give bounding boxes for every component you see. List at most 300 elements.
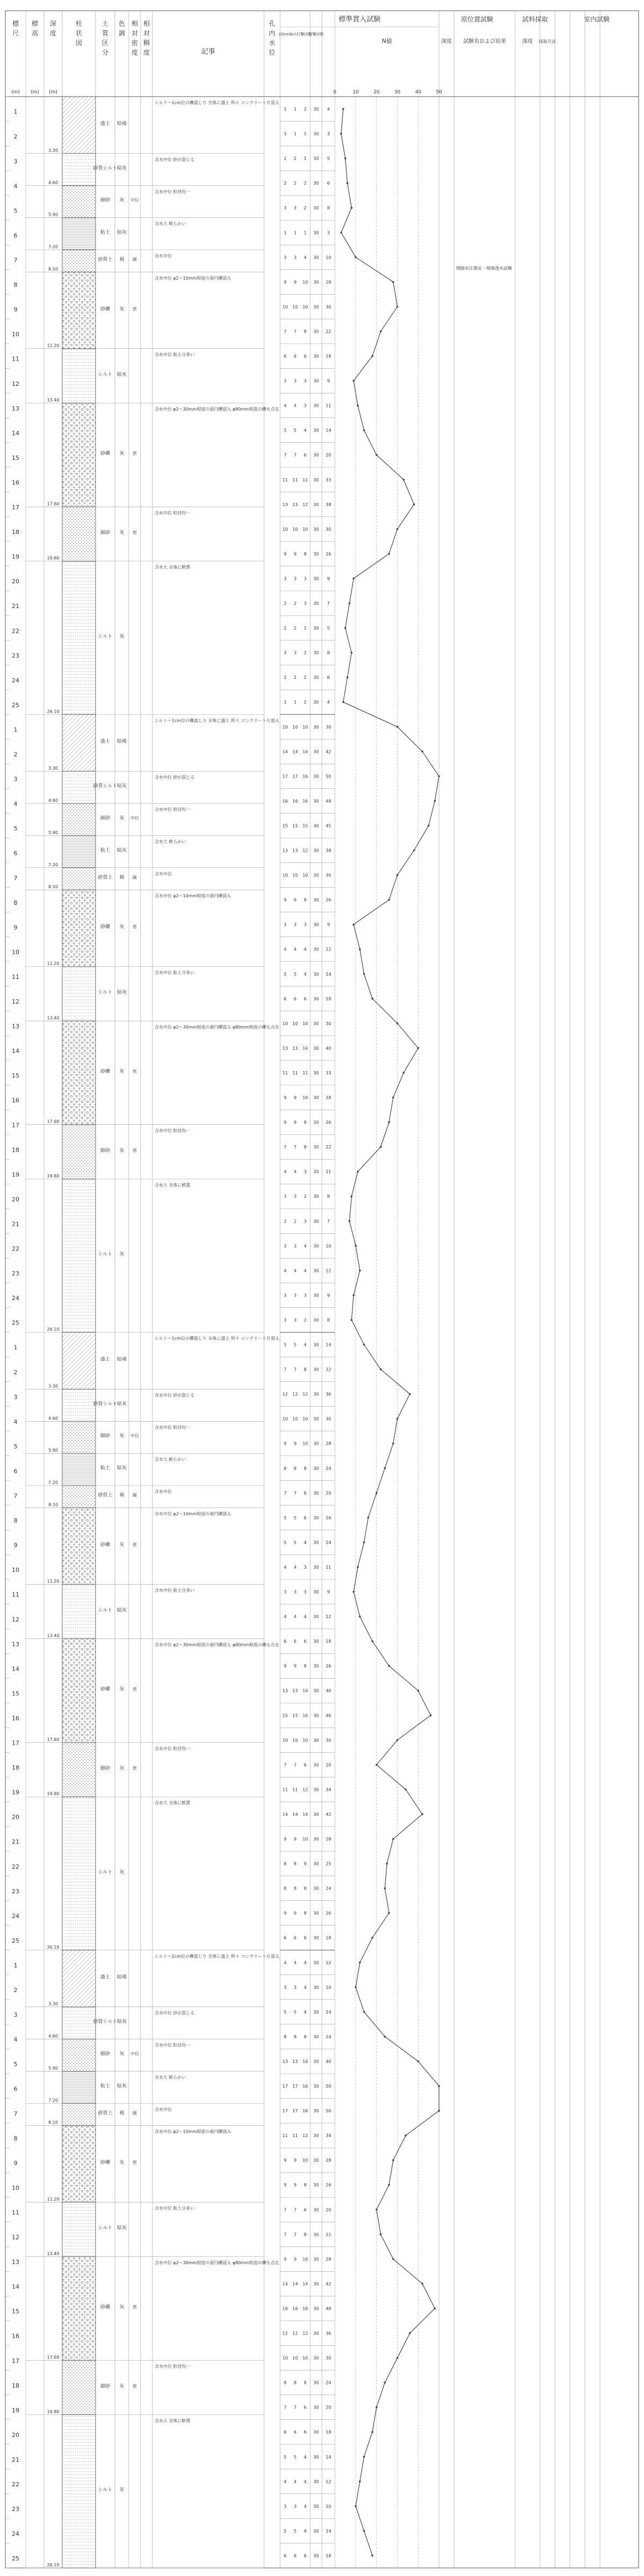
depth-scale-label: 19 xyxy=(12,2406,19,2414)
spt-point xyxy=(397,2357,399,2359)
spt-penetration: 30 xyxy=(313,971,319,977)
spt-point xyxy=(397,726,399,728)
hdr-soil-class xyxy=(102,19,109,56)
spt-penetration: 30 xyxy=(313,452,319,458)
spt-10cm-count: 4 xyxy=(304,947,307,952)
layer-soil-name: 細砂 xyxy=(100,1766,111,1772)
spt-10cm-count: 10 xyxy=(292,2355,298,2361)
hdr-elevation-char: 高 xyxy=(31,30,39,37)
spt-10cm-count: 7 xyxy=(294,1367,297,1372)
depth-scale-label: 17 xyxy=(12,1122,19,1129)
spt-point xyxy=(350,1195,353,1197)
spt-n-value: 8 xyxy=(327,650,330,656)
spt-point xyxy=(363,973,365,975)
spt-10cm-count: 9 xyxy=(283,1120,287,1125)
spt-penetration: 30 xyxy=(313,576,319,581)
spt-10cm-count: 4 xyxy=(304,1243,307,1249)
spt-10cm-count: 6 xyxy=(304,1639,307,1644)
layer-soil-name: 砂礫 xyxy=(100,2160,111,2166)
spt-10cm-count: 9 xyxy=(294,897,297,903)
spt-point xyxy=(417,2060,419,2062)
spt-10cm-count: 3 xyxy=(283,2504,287,2509)
spt-penetration: 30 xyxy=(313,1639,319,1644)
layer-depth: 8.10 xyxy=(48,884,58,890)
depth-scale-label: 15 xyxy=(12,454,19,462)
depth-scale-label: 3 xyxy=(13,775,18,783)
spt-n-value: 38 xyxy=(325,502,332,507)
spt-penetration: 30 xyxy=(313,2059,319,2064)
spt-10cm-count: 4 xyxy=(304,1614,307,1620)
hdr-water-level-char: 位 xyxy=(268,49,276,56)
spt-10cm-count: 7 xyxy=(283,1762,287,1768)
spt-n-value: 24 xyxy=(325,1886,332,1891)
layer-depth: 26.10 xyxy=(47,1327,60,1332)
spt-point xyxy=(428,825,430,827)
layer-note: 含水大 軟らかい xyxy=(155,2075,186,2080)
spt-point xyxy=(380,1146,382,1148)
spt-10cm-count: 16 xyxy=(302,774,308,779)
spt-10cm-count: 1 xyxy=(304,156,307,162)
spt-n-value: 5 xyxy=(327,626,330,631)
spt-point xyxy=(363,2530,365,2532)
spt-10cm-count: 14 xyxy=(302,749,308,755)
spt-10cm-count: 2 xyxy=(283,626,287,631)
spt-penetration: 30 xyxy=(313,1243,319,1249)
layer-color: 灰 xyxy=(119,634,125,640)
spt-10cm-count: 15 xyxy=(302,823,308,829)
spt-n-value: 5 xyxy=(327,156,330,162)
depth-scale-label: 14 xyxy=(12,1665,19,1673)
column-layer xyxy=(62,272,96,349)
column-layer xyxy=(62,2007,96,2039)
spt-10cm-count: 9 xyxy=(294,551,297,557)
spt-10cm-count: 10 xyxy=(302,1416,308,1422)
spt-10cm-count: 4 xyxy=(304,1540,307,1545)
spt-penetration: 30 xyxy=(313,428,319,433)
spt-point xyxy=(376,1492,378,1494)
spt-point xyxy=(384,2036,386,2038)
depth-scale-label: 20 xyxy=(12,578,19,586)
depth-scale-label: 10 xyxy=(12,2184,19,2192)
insitu-test-column xyxy=(456,265,512,270)
spt-10cm-count: 8 xyxy=(304,1664,307,1669)
spt-penetration: 30 xyxy=(313,1169,319,1175)
layer-density: 中位 xyxy=(130,815,139,821)
layer-color: 暗褐 xyxy=(116,1357,127,1363)
spt-point xyxy=(353,924,355,926)
column-layer xyxy=(62,890,96,967)
depth-scale-label: 3 xyxy=(13,1393,18,1401)
layer-note: 含水中位 粒径均一 xyxy=(155,1425,191,1430)
layer-depth: 19.80 xyxy=(47,1173,60,1179)
spt-10cm-count: 14 xyxy=(302,1812,308,1817)
spt-10cm-count: 3 xyxy=(283,1243,287,1249)
spt-10cm-count: 12 xyxy=(302,1787,308,1792)
layer-color: 暗褐 xyxy=(116,121,127,127)
spt-10cm-count: 12 xyxy=(302,2331,308,2336)
hdr-soil-class-char: 土 xyxy=(101,20,109,27)
spt-10cm-count: 6 xyxy=(304,1515,307,1520)
spt-10cm-count: 12 xyxy=(302,2133,308,2139)
spt-penetration: 30 xyxy=(313,1935,319,1941)
spt-10cm-count: 14 xyxy=(292,1812,298,1817)
spt-penetration: 30 xyxy=(313,724,319,730)
layer-density: 中位 xyxy=(130,197,139,203)
spt-10cm-count: 10 xyxy=(282,2355,288,2361)
spt-point xyxy=(421,2283,423,2285)
spt-10cm-count: 6 xyxy=(304,1762,307,1768)
layer-color: 灰 xyxy=(119,1252,125,1257)
spt-10cm-count: 9 xyxy=(283,1095,287,1101)
spt-10cm-count: 2 xyxy=(304,1194,307,1199)
layer-note: 含水中位 xyxy=(155,871,172,876)
spt-10cm-count: 4 xyxy=(294,403,297,408)
layer-color: 灰 xyxy=(119,306,125,312)
spt-10cm-count: 10 xyxy=(282,526,288,532)
hdr-density-char: 対 xyxy=(131,30,138,37)
depth-scale-label: 22 xyxy=(12,1245,19,1253)
spt-penetration: 30 xyxy=(313,107,319,112)
depth-scale-label: 21 xyxy=(12,603,19,610)
spt-penetration: 30 xyxy=(313,131,319,137)
spt-n-value: 14 xyxy=(325,428,332,433)
spt-10cm-count: 9 xyxy=(294,2183,297,2188)
spt-10cm-count: 10 xyxy=(302,1095,308,1101)
depth-scale-label: 5 xyxy=(13,825,18,832)
spt-n-value: 33 xyxy=(325,1070,332,1075)
spt-10cm-count: 13 xyxy=(292,2059,298,2064)
spt-n-value: 45 xyxy=(325,823,332,829)
spt-n-value: 7 xyxy=(327,1219,330,1224)
column-layer xyxy=(62,1584,96,1638)
spt-point xyxy=(392,1443,394,1445)
spt-n-value-chart xyxy=(340,108,440,2557)
layer-color: 暗灰 xyxy=(116,990,127,996)
spt-n-value: 10 xyxy=(325,2504,332,2509)
spt-10cm-count: 13 xyxy=(292,1045,298,1051)
layer-density: 密 xyxy=(133,2160,137,2165)
spt-10cm-count: 17 xyxy=(292,2109,298,2114)
layer-soil-name: 砂礫 xyxy=(100,1069,111,1074)
spt-10cm-count: 10 xyxy=(292,1738,298,1743)
layer-note: 含水中位 φ2〜10mm程度の亜円礫混入 xyxy=(155,2129,231,2134)
depth-scale-label: 23 xyxy=(12,652,19,660)
layer-depth: 13.40 xyxy=(47,1015,60,1021)
spt-10cm-count: 8 xyxy=(283,1861,287,1867)
depth-scale-label: 16 xyxy=(12,479,19,486)
spt-n-value: 10 xyxy=(325,1243,332,1249)
depth-scale-label: 8 xyxy=(13,2135,18,2142)
depth-scale-label: 19 xyxy=(12,1171,19,1179)
spt-10cm-count: 13 xyxy=(282,1688,288,1694)
spt-point xyxy=(363,429,365,431)
spt-n-value: 16 xyxy=(325,1515,332,1520)
spt-point xyxy=(350,207,353,209)
spt-10cm-count: 15 xyxy=(292,1713,298,1718)
spt-n-value: 8 xyxy=(327,206,330,211)
spt-n-value: 7 xyxy=(327,601,330,606)
spt-penetration: 30 xyxy=(313,1490,319,1496)
spt-n-value: 34 xyxy=(325,2133,332,2139)
spt-n-value: 12 xyxy=(325,1960,332,1965)
spt-n-value: 50 xyxy=(325,774,332,779)
spt-10cm-count: 11 xyxy=(292,477,298,482)
spt-10cm-count: 9 xyxy=(283,2158,287,2163)
spt-point xyxy=(371,355,374,357)
spt-point xyxy=(421,1813,423,1816)
depth-scale-label: 8 xyxy=(13,281,18,289)
spt-point xyxy=(363,1344,365,1346)
depth-scale-label: 2 xyxy=(13,133,18,141)
spt-penetration: 30 xyxy=(313,823,319,829)
depth-scale-label: 22 xyxy=(12,2481,19,2489)
depth-scale-label: 16 xyxy=(12,2332,19,2340)
depth-scale-label: 17 xyxy=(12,504,19,511)
depth-scale-label: 11 xyxy=(12,973,19,980)
spt-10cm-count: 8 xyxy=(294,1886,297,1891)
spt-n-value: 11 xyxy=(325,1169,332,1175)
hdr-water-level-char: 水 xyxy=(268,39,276,47)
spt-10cm-count: 3 xyxy=(294,1318,297,1323)
layer-note: 含水中位 粒径均一 xyxy=(155,189,191,194)
spt-n-value: 20 xyxy=(325,1762,332,1768)
spt-point xyxy=(413,850,415,852)
depth-scale-label: 4 xyxy=(13,800,18,808)
layer-note: 含水大 軟らかい xyxy=(155,1457,186,1462)
column-layer xyxy=(62,1639,96,1743)
spt-penetration: 30 xyxy=(313,1120,319,1125)
spt-10cm-count: 2 xyxy=(294,601,297,606)
spt-10cm-count: 4 xyxy=(304,971,307,977)
layer-depth: 5.90 xyxy=(48,2066,58,2071)
spt-10cm-count: 4 xyxy=(294,2479,297,2484)
depth-scale-label: 15 xyxy=(12,1690,19,1697)
spt-10cm-count: 10 xyxy=(302,2257,308,2262)
spt-10cm-count: 9 xyxy=(283,1836,287,1842)
spt-10cm-count: 7 xyxy=(294,1490,297,1496)
spt-10cm-count: 3 xyxy=(294,1590,297,1595)
spt-n-value: 25 xyxy=(325,1861,332,1867)
spt-penetration: 30 xyxy=(313,1268,319,1274)
spt-point xyxy=(350,652,353,654)
spt-penetration: 30 xyxy=(313,304,319,310)
spt-point xyxy=(371,1640,374,1642)
spt-penetration: 30 xyxy=(313,2109,319,2114)
layer-note: 含水大 軟らかい xyxy=(155,839,186,844)
spt-10cm-count: 11 xyxy=(282,1070,288,1075)
depth-scale-label: 15 xyxy=(12,2308,19,2315)
spt-point xyxy=(397,528,399,530)
depth-scale-label: 11 xyxy=(12,2209,19,2216)
spt-n-value: 34 xyxy=(325,1787,332,1792)
spt-penetration: 30 xyxy=(313,2331,319,2336)
spt-10cm-count: 4 xyxy=(304,2528,307,2534)
layer-depth: 5.90 xyxy=(48,1448,58,1453)
depth-scale-label: 13 xyxy=(12,1641,19,1648)
spt-n-value: 20 xyxy=(325,1490,332,1496)
column-layer xyxy=(62,967,96,1021)
spt-10cm-count: 3 xyxy=(304,922,307,927)
spt-penetration: 30 xyxy=(313,1886,319,1891)
layer-density: 密 xyxy=(133,1148,137,1153)
spt-10cm-count: 6 xyxy=(294,2429,297,2435)
spt-10cm-count: 10 xyxy=(282,724,288,730)
depth-scale-label: 20 xyxy=(12,1196,19,1203)
spt-10cm-count: 3 xyxy=(283,576,287,581)
spt-n-value: 11 xyxy=(325,403,332,408)
spt-10cm-count: 5 xyxy=(294,2454,297,2460)
spt-penetration: 30 xyxy=(313,1812,319,1817)
hdr-spt-10cm: 10cm毎の打撃回数 xyxy=(279,32,312,36)
spt-10cm-count: 10 xyxy=(302,2158,308,2163)
layer-soil-name: 細砂 xyxy=(100,1433,111,1439)
layer-soil-name: 砂礫 xyxy=(100,1542,111,1548)
hdr-consistency-char: 度 xyxy=(143,49,150,56)
spt-10cm-count: 3 xyxy=(294,255,297,260)
spt-point xyxy=(388,1121,390,1123)
column-layer xyxy=(62,186,96,218)
spt-10cm-count: 2 xyxy=(304,181,307,186)
spt-10cm-count: 2 xyxy=(294,181,297,186)
spt-point xyxy=(438,2110,440,2112)
layer-color: 暗灰 xyxy=(116,847,127,853)
layer-soil-name: 砂質土 xyxy=(98,875,113,881)
layer-density: 緩 xyxy=(133,257,137,262)
spt-penetration: 30 xyxy=(313,1787,319,1792)
column-layer xyxy=(62,1453,96,1485)
spt-10cm-count: 5 xyxy=(294,971,297,977)
layer-note: 含水中位 xyxy=(155,1489,172,1495)
spt-10cm-count: 2 xyxy=(294,675,297,680)
spt-10cm-count: 16 xyxy=(302,2084,308,2089)
spt-penetration: 30 xyxy=(313,2454,319,2460)
spt-penetration: 30 xyxy=(313,1614,319,1620)
spt-10cm-count: 14 xyxy=(292,749,298,755)
spt-10cm-count: 17 xyxy=(282,2109,288,2114)
depth-scale-label: 6 xyxy=(13,1467,18,1475)
spt-point xyxy=(345,157,347,159)
spt-10cm-count: 8 xyxy=(283,1466,287,1471)
spt-10cm-count: 10 xyxy=(302,304,308,310)
layer-color: 褐 xyxy=(119,1492,125,1498)
spt-10cm-count: 8 xyxy=(304,1911,307,1916)
depth-scale-column xyxy=(12,108,19,2562)
column-layer xyxy=(62,507,96,561)
spt-n-value: 30 xyxy=(325,873,332,878)
spt-10cm-count: 3 xyxy=(294,2504,297,2509)
spt-10cm-count: 4 xyxy=(304,2454,307,2460)
column-layer xyxy=(62,1743,96,1797)
hdr-elevation-char: 標 xyxy=(31,20,39,27)
layer-depth: 4.60 xyxy=(48,2033,58,2039)
spt-point xyxy=(434,800,436,802)
spt-point xyxy=(355,257,357,259)
spt-10cm-count: 3 xyxy=(294,206,297,211)
spt-n-value: 20 xyxy=(325,2207,332,2213)
depth-scale-label: 13 xyxy=(12,2258,19,2266)
spt-10cm-count: 17 xyxy=(292,2084,298,2089)
column-layer xyxy=(62,1179,96,1333)
spt-10cm-count: 3 xyxy=(294,378,297,384)
layer-color: 褐 xyxy=(119,875,125,881)
layer-soil-name: 砂質シルト xyxy=(93,1401,118,1407)
spt-penetration: 30 xyxy=(313,873,319,878)
layer-color: 灰 xyxy=(119,451,125,457)
hdr-soil-class-char: 分 xyxy=(101,49,109,56)
column-layer xyxy=(62,868,96,890)
layer-soil-name: 砂質シルト xyxy=(93,165,118,171)
layer-depth: 19.80 xyxy=(47,2409,60,2414)
spt-10cm-count: 14 xyxy=(302,1045,308,1051)
spt-point xyxy=(380,2234,382,2236)
depth-scale-label: 1 xyxy=(13,726,18,734)
spt-penetration: 30 xyxy=(313,2306,319,2311)
layer-color: 褐 xyxy=(119,257,125,263)
spt-10cm-count: 10 xyxy=(302,1738,308,1743)
depth-scale-label: 8 xyxy=(13,899,18,906)
spt-point xyxy=(346,676,348,678)
spt-n-value: 14 xyxy=(325,971,332,977)
spt-10cm-count: 12 xyxy=(282,2331,288,2336)
spt-10cm-count: 8 xyxy=(283,2034,287,2039)
layer-color: 褐 xyxy=(119,2110,125,2116)
layer-soil-name: シルト xyxy=(98,1607,113,1613)
layer-depth: 26.10 xyxy=(47,1944,60,1950)
spt-10cm-count: 8 xyxy=(294,1861,297,1867)
spt-10cm-count: 2 xyxy=(283,675,287,680)
layer-density: 密 xyxy=(133,2304,137,2310)
spt-penetration: 30 xyxy=(313,1441,319,1446)
spt-10cm-count: 14 xyxy=(292,2281,298,2287)
depth-scale-label: 12 xyxy=(12,2234,19,2241)
spt-10cm-count: 8 xyxy=(283,2380,287,2385)
spt-10cm-count: 7 xyxy=(283,1145,287,1150)
spt-10cm-count: 2 xyxy=(304,700,307,705)
layer-soil-name: 盛土 xyxy=(100,1357,111,1363)
spt-10cm-count: 2 xyxy=(304,650,307,656)
layer-depth: 17.60 xyxy=(47,2355,60,2360)
spt-10cm-count: 8 xyxy=(304,2232,307,2237)
depth-scale-label: 25 xyxy=(12,1937,19,1944)
spt-10cm-count: 9 xyxy=(294,1664,297,1669)
layer-depth: 26.10 xyxy=(47,2563,60,2567)
hdr-consistency-char: 相 xyxy=(143,20,150,27)
spt-10cm-count: 2 xyxy=(283,601,287,606)
spt-10cm-count: 12 xyxy=(292,2331,298,2336)
hdr-density-char: 相 xyxy=(131,20,138,27)
spt-10cm-count: 1 xyxy=(283,131,287,137)
depth-scale-label: 7 xyxy=(13,257,18,264)
spt-n-value: 9 xyxy=(327,378,330,384)
spt-n-value: 6 xyxy=(327,675,330,680)
spt-10cm-count: 6 xyxy=(304,996,307,1001)
spt-10cm-count: 10 xyxy=(282,1416,288,1422)
spt-point xyxy=(355,2505,357,2507)
spt-point xyxy=(380,331,382,333)
layer-color: 灰 xyxy=(119,2051,125,2057)
spt-10cm-count: 6 xyxy=(304,452,307,458)
spt-n-value: 9 xyxy=(327,922,330,927)
spt-10cm-count: 5 xyxy=(283,2009,287,2015)
spt-point xyxy=(386,1863,388,1865)
spt-point xyxy=(380,1368,382,1371)
spt-10cm-count: 4 xyxy=(283,1960,287,1965)
spt-n-value: 30 xyxy=(325,304,332,310)
spt-10cm-count: 3 xyxy=(304,1564,307,1570)
spt-10cm-count: 1 xyxy=(294,230,297,236)
layer-depth: 4.60 xyxy=(48,180,58,185)
spt-10cm-count: 3 xyxy=(283,1318,287,1323)
